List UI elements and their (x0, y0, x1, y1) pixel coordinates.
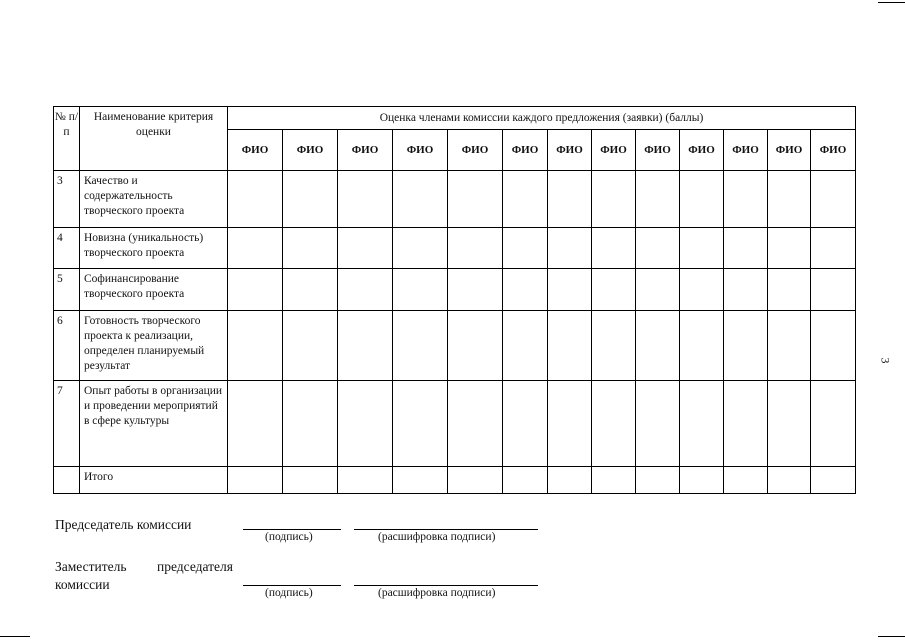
member-fio-label: ФИО (283, 130, 338, 171)
score-cell[interactable] (724, 228, 768, 269)
score-cell[interactable] (548, 171, 592, 228)
header-criterion: Наименование критерия оценки (80, 107, 228, 171)
score-cell[interactable] (228, 228, 283, 269)
score-cell[interactable] (768, 467, 811, 494)
score-cell[interactable] (811, 381, 856, 467)
score-cell[interactable] (393, 381, 448, 467)
score-cell[interactable] (768, 228, 811, 269)
score-cell[interactable] (768, 381, 811, 467)
header-num: № п/п (54, 107, 80, 171)
score-cell[interactable] (338, 269, 393, 311)
criterion-row (54, 269, 856, 311)
scan-edge-mark-bottom-right (878, 636, 905, 637)
score-cell[interactable] (548, 311, 592, 381)
score-cell[interactable] (393, 269, 448, 311)
score-cell[interactable] (338, 228, 393, 269)
score-cell[interactable] (592, 228, 636, 269)
score-cell[interactable] (636, 467, 680, 494)
criterion-row (54, 311, 856, 381)
score-cell[interactable] (283, 381, 338, 467)
score-cell[interactable] (768, 171, 811, 228)
score-cell[interactable] (724, 381, 768, 467)
score-cell[interactable] (548, 228, 592, 269)
row-number: 4 (54, 228, 80, 269)
deputy-signature-caption: (подпись) (265, 587, 313, 599)
score-cell[interactable] (503, 171, 548, 228)
score-cell[interactable] (338, 381, 393, 467)
score-cell[interactable] (283, 311, 338, 381)
score-cell[interactable] (811, 467, 856, 494)
member-fio-label: ФИО (448, 130, 503, 171)
score-cell[interactable] (768, 311, 811, 381)
score-cell[interactable] (503, 381, 548, 467)
score-cell[interactable] (338, 467, 393, 494)
chairman-label: Председатель комиссии (55, 517, 192, 532)
score-cell[interactable] (592, 381, 636, 467)
score-cell[interactable] (592, 467, 636, 494)
score-cell[interactable] (228, 171, 283, 228)
score-cell[interactable] (636, 311, 680, 381)
criterion-name: Новизна (уникальность) творческого проекта (80, 228, 228, 269)
criterion-name: Готовность творческого проекта к реализации, определен планируемый результат (80, 311, 228, 381)
score-cell[interactable] (636, 381, 680, 467)
score-cell[interactable] (680, 311, 724, 381)
score-cell[interactable] (448, 311, 503, 381)
criterion-row (54, 171, 856, 228)
score-cell[interactable] (448, 171, 503, 228)
row-number: 7 (54, 381, 80, 467)
member-fio-label: ФИО (811, 130, 856, 171)
score-cell[interactable] (548, 269, 592, 311)
score-cell[interactable] (503, 311, 548, 381)
score-cell[interactable] (228, 311, 283, 381)
member-fio-label: ФИО (548, 130, 592, 171)
score-cell[interactable] (680, 467, 724, 494)
criterion-name: Качество и содержательность творческого проекта (80, 171, 228, 228)
score-cell[interactable] (680, 381, 724, 467)
score-cell[interactable] (724, 269, 768, 311)
score-cell[interactable] (680, 269, 724, 311)
header-row (54, 107, 856, 130)
score-cell[interactable] (811, 269, 856, 311)
score-cell[interactable] (636, 269, 680, 311)
score-cell[interactable] (503, 269, 548, 311)
member-fio-label: ФИО (768, 130, 811, 171)
scan-edge-mark-bottom-left (0, 636, 30, 637)
chairman-decoding-line[interactable] (354, 529, 538, 530)
member-fio-label: ФИО (680, 130, 724, 171)
chairman-decoding-caption: (расшифровка подписи) (378, 531, 496, 543)
score-cell[interactable] (724, 171, 768, 228)
score-cell[interactable] (592, 311, 636, 381)
score-cell[interactable] (228, 467, 283, 494)
criterion-row (54, 381, 856, 467)
score-cell[interactable] (724, 311, 768, 381)
row-number: 5 (54, 269, 80, 311)
score-cell[interactable] (592, 171, 636, 228)
score-cell[interactable] (393, 467, 448, 494)
score-cell[interactable] (592, 269, 636, 311)
member-fio-label: ФИО (338, 130, 393, 171)
evaluation-table (53, 106, 856, 494)
score-cell[interactable] (448, 467, 503, 494)
score-cell[interactable] (811, 228, 856, 269)
chairman-signature-caption: (подпись) (265, 531, 313, 543)
score-cell[interactable] (393, 228, 448, 269)
header-scores: Оценка членами комиссии каждого предложения (заявки) (баллы) (228, 107, 856, 130)
total-label: Итого (80, 467, 228, 494)
deputy-decoding-line[interactable] (354, 585, 538, 586)
score-cell[interactable] (283, 467, 338, 494)
chairman-signature-line[interactable] (243, 529, 341, 530)
score-cell[interactable] (811, 311, 856, 381)
score-cell[interactable] (228, 381, 283, 467)
total-row (54, 467, 856, 494)
score-cell[interactable] (448, 228, 503, 269)
deputy-decoding-caption: (расшифровка подписи) (378, 587, 496, 599)
score-cell[interactable] (283, 228, 338, 269)
criterion-name: Софинансирование творческого проекта (80, 269, 228, 311)
score-cell[interactable] (283, 269, 338, 311)
member-fio-label: ФИО (393, 130, 448, 171)
score-cell[interactable] (636, 228, 680, 269)
score-cell[interactable] (548, 467, 592, 494)
member-fio-label: ФИО (724, 130, 768, 171)
score-cell[interactable] (636, 171, 680, 228)
deputy-signature-line[interactable] (243, 585, 341, 586)
criterion-name: Опыт работы в организации и проведении мероприятий в сфере культуры (80, 381, 228, 467)
deputy-label: Заместитель председателя комиссии (55, 559, 233, 593)
row-number (54, 467, 80, 494)
score-cell[interactable] (448, 269, 503, 311)
score-cell[interactable] (338, 171, 393, 228)
score-cell[interactable] (680, 171, 724, 228)
criterion-row (54, 228, 856, 269)
score-cell[interactable] (503, 228, 548, 269)
page-number: 3 (878, 357, 893, 364)
score-cell[interactable] (503, 467, 548, 494)
score-cell[interactable] (338, 311, 393, 381)
score-cell[interactable] (724, 467, 768, 494)
score-cell[interactable] (393, 311, 448, 381)
row-number: 6 (54, 311, 80, 381)
score-cell[interactable] (448, 381, 503, 467)
score-cell[interactable] (228, 269, 283, 311)
score-cell[interactable] (811, 171, 856, 228)
member-fio-label: ФИО (228, 130, 283, 171)
member-fio-label: ФИО (592, 130, 636, 171)
member-fio-label: ФИО (636, 130, 680, 171)
scan-edge-mark-top (878, 2, 905, 3)
score-cell[interactable] (680, 228, 724, 269)
score-cell[interactable] (548, 381, 592, 467)
member-fio-label: ФИО (503, 130, 548, 171)
score-cell[interactable] (768, 269, 811, 311)
score-cell[interactable] (393, 171, 448, 228)
score-cell[interactable] (283, 171, 338, 228)
row-number: 3 (54, 171, 80, 228)
